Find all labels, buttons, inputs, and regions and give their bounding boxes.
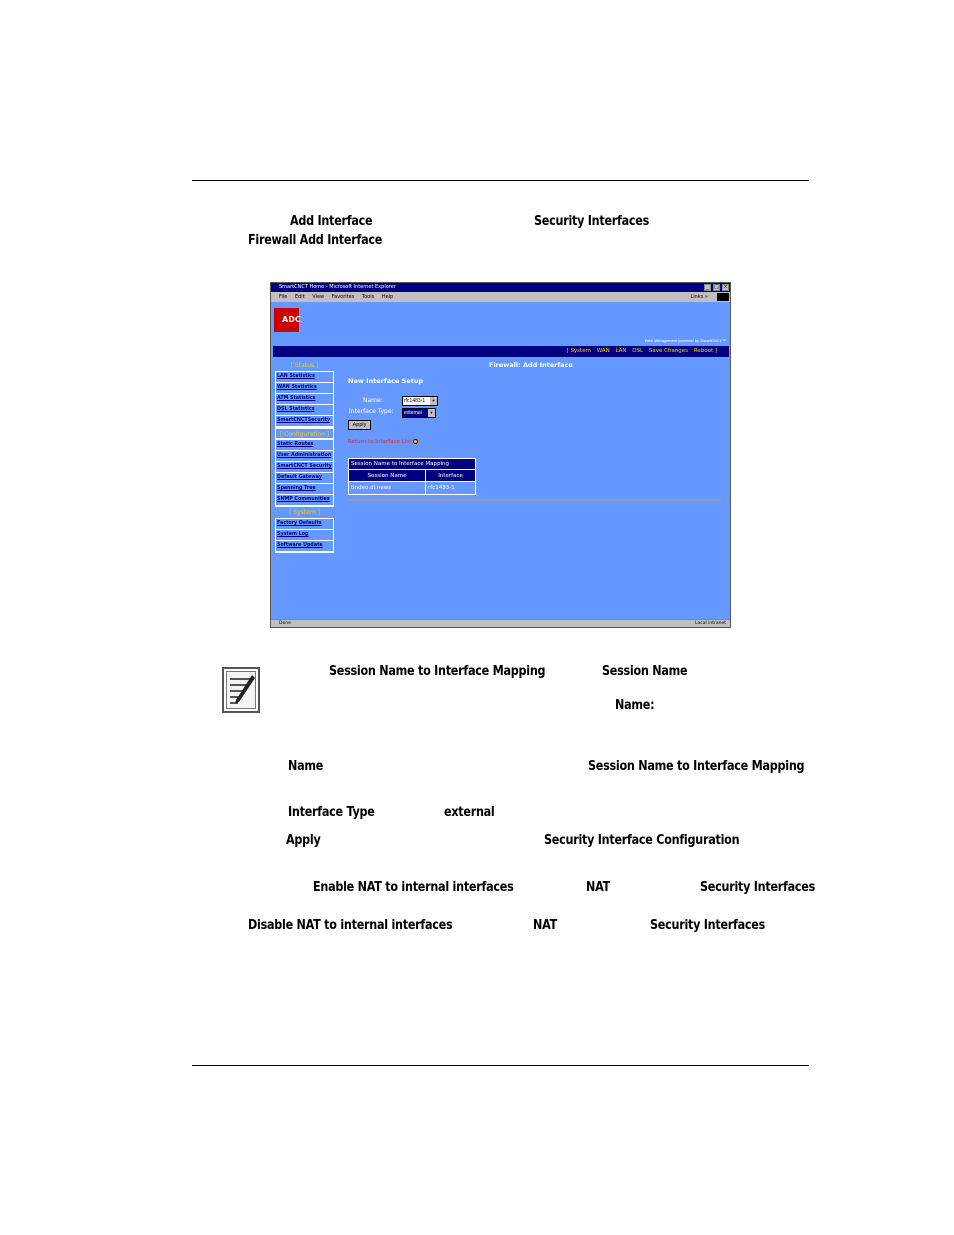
nat-term-1: NAT (586, 880, 610, 895)
sidebar-item-dsl-statistics[interactable]: DSL Statistics (276, 405, 333, 416)
ie-logo-icon (717, 293, 729, 301)
apply-button[interactable]: Apply (348, 420, 371, 430)
mapping-header-row (349, 470, 475, 482)
security-interfaces-term: Security Interfaces (534, 214, 650, 229)
interface-type-label: Interface Type: (349, 408, 394, 415)
browser-title: SmartCNCT Home - Microsoft Internet Explorer (279, 284, 396, 290)
sidebar-item-system-log[interactable]: System Log (276, 530, 333, 541)
top-nav (273, 346, 729, 357)
interface-cell: rfc1483-1 (428, 485, 455, 491)
browser-title-bar (271, 283, 730, 292)
nav-system[interactable]: [ System (566, 348, 591, 354)
session-name-cell: tindeo.dl.news (349, 482, 426, 494)
nav-wan[interactable]: WAN (596, 348, 610, 354)
return-to-interface-list-link[interactable] (348, 439, 418, 445)
nat-security-interfaces-term-2: Security Interfaces (650, 918, 766, 933)
name-select-value: rfc1483-1 (404, 398, 426, 404)
step-interface-type-term: Interface Type (288, 805, 375, 820)
menu-help[interactable]: Help (381, 294, 394, 300)
browser-status-bar (271, 619, 730, 627)
nat-disable-term: Disable NAT to internal interfaces (248, 918, 453, 933)
note-pencil-icon (222, 667, 260, 713)
sidebar-item-atm-statistics[interactable]: ATM Statistics (276, 394, 333, 405)
step-apply-term: Apply (286, 833, 321, 848)
sidebar-item-user-administration[interactable]: User Administration (276, 451, 333, 462)
interface-type-select-value: external (404, 410, 422, 416)
nav-lan[interactable]: LAN (615, 348, 627, 354)
arrow-circle-icon (413, 439, 418, 444)
browser-menu-bar (271, 292, 730, 302)
session-mapping-table (348, 458, 476, 495)
sidebar (275, 360, 334, 553)
step-name-term: Name (288, 759, 324, 774)
sidebar-item-lan-statistics[interactable]: LAN Statistics (276, 372, 333, 383)
nat-enable-term: Enable NAT to internal interfaces (313, 880, 514, 895)
links-button[interactable]: Links » (690, 294, 708, 300)
nat-security-interfaces-term-1: Security Interfaces (700, 880, 816, 895)
firewall-add-interface-term: Firewall Add Interface (248, 233, 383, 248)
return-link-label: Return to Interface List (348, 439, 412, 445)
sidebar-item-factory-defaults[interactable]: Factory Defaults (276, 519, 333, 530)
content-divider (348, 499, 721, 501)
footer-rule (192, 1065, 809, 1066)
mapping-table-title: Session Name to Interface Mapping (349, 459, 475, 470)
sidebar-item-default-gateway[interactable]: Default Gateway (276, 473, 333, 484)
close-icon[interactable]: × (723, 284, 728, 290)
new-interface-setup-heading: New Interface Setup (348, 377, 424, 385)
chevron-down-icon: ▼ (431, 398, 436, 403)
page-title: Firewall: Add Interface (489, 361, 573, 369)
sidebar-status-heading: [ Status ] (290, 362, 319, 369)
nav-save-changes[interactable]: Save Changes (648, 348, 689, 354)
browser-screenshot (270, 282, 731, 628)
sidebar-item-smartcnct-security-status[interactable]: SmartCNCTSecurity (276, 416, 333, 427)
column-header-session-name: Session Name (349, 470, 426, 481)
interface-type-select[interactable] (402, 408, 436, 418)
powered-by-watermark: Web Management powered by SmartCNCT™ (644, 338, 726, 343)
column-header-interface: Interface (426, 470, 475, 481)
nav-dsl[interactable]: DSL (632, 348, 644, 354)
maximize-icon[interactable]: □ (714, 284, 719, 290)
name-select[interactable] (402, 396, 438, 406)
step-mapping-term: Session Name to Interface Mapping (588, 759, 805, 774)
sidebar-item-static-routes[interactable]: Static Routes (276, 440, 333, 451)
sidebar-item-wan-statistics[interactable]: WAN Statistics (276, 383, 333, 394)
menu-favorites[interactable]: Favorites (331, 294, 355, 300)
name-label: Name: (363, 397, 383, 404)
sidebar-system-heading: [ System ] (289, 509, 320, 516)
chevron-down-icon: ▼ (429, 410, 434, 415)
table-row (349, 482, 475, 494)
add-interface-term: Add Interface (290, 214, 373, 229)
adc-logo: ADC (274, 308, 299, 332)
nav-reboot[interactable]: Reboot ] (693, 348, 717, 354)
menu-file[interactable]: File (279, 294, 288, 300)
sidebar-configuration-heading: [ Configuration ] (275, 428, 334, 439)
nat-term-2: NAT (533, 918, 557, 933)
menu-tools[interactable]: Tools (361, 294, 375, 300)
note-name-term: Name: (615, 698, 655, 713)
sidebar-item-software-update[interactable]: Software Update (276, 541, 333, 552)
header-rule (192, 180, 809, 181)
status-text: Done (279, 621, 291, 626)
minimize-icon[interactable]: _ (704, 284, 711, 291)
sidebar-item-snmp-communities[interactable]: SNMP Communities (276, 495, 333, 506)
menu-view[interactable]: View (312, 294, 325, 300)
step-config-term: Security Interface Configuration (544, 833, 740, 848)
menu-edit[interactable]: Edit (294, 294, 305, 300)
step-external-term: external (444, 805, 495, 820)
sidebar-item-spanning-tree[interactable]: Spanning Tree (276, 484, 333, 495)
sidebar-item-smartcnct-security[interactable]: SmartCNCT Security (276, 462, 333, 473)
note-session-name-term: Session Name (602, 664, 688, 679)
status-zone: Local intranet (695, 621, 726, 626)
note-mapping-term: Session Name to Interface Mapping (329, 664, 546, 679)
